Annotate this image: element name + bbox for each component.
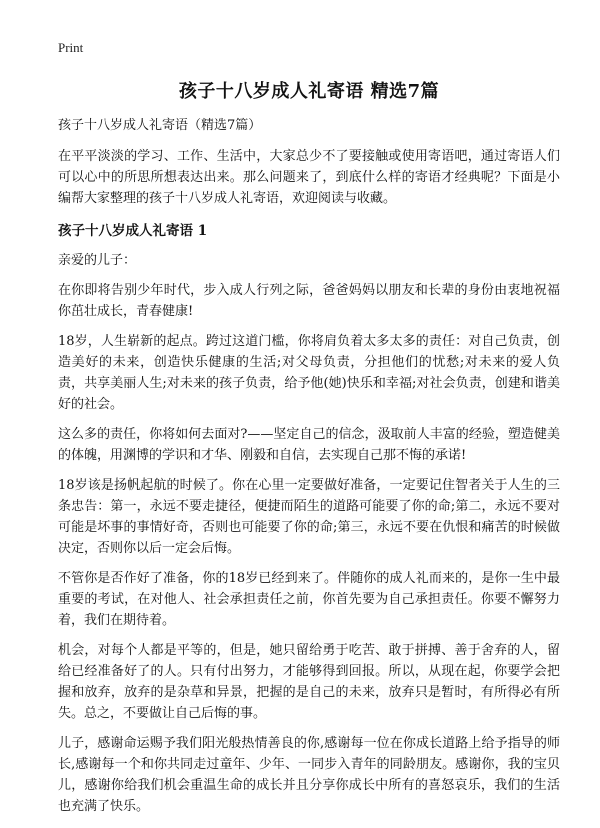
page-title: 孩子十八岁成人礼寄语 精选7篇: [178, 81, 440, 102]
paragraph: 这么多的责任，你将如何去面对?——坚定自己的信念，汲取前人丰富的经验，塑造健美的体魄，用渊博的学识和才华、刚毅和自信，去实现自己那不悔的承诺!: [58, 427, 560, 463]
print-label: Print: [58, 40, 84, 55]
paragraph: 在你即将告别少年时代，步入成人行列之际，爸爸妈妈以朋友和长辈的身份由衷地祝福你茁壮成长，青春健康!: [58, 283, 560, 319]
paragraph: 18岁，人生崭新的起点。跨过这道门槛，你将肩负着太多太多的责任：对自己负责，创造美好的未来，创造快乐健康的生活;对父母负责，分担他们的忧愁;对未来的爱人负责，共享美丽人生;对未来的孩子负责，给予他(她)快乐和幸福;对社会负责，创建和谐美好的社会。: [58, 334, 560, 412]
paragraph: 机会，对每个人都是平等的，但是，她只留给勇于吃苦、敢于拼搏、善于舍弃的人，留给已经准备好了的人。只有付出努力，才能够得到回报。所以，从现在起，你要学会把握和放弃，放弃的是杂草和异景，把握的是自己的未来，放弃只是暂时，有所得必有所失。总之，不要做让自己后悔的事。: [58, 643, 560, 721]
document-body: [58, 116, 560, 826]
paragraph-salutation: 亲爱的儿子：: [58, 253, 137, 268]
document-subtitle: 孩子十八岁成人礼寄语（精选7篇）: [58, 118, 262, 133]
paragraph: 18岁该是扬帆起航的时候了。你在心里一定要做好准备，一定要记住智者关于人生的三条忠告：第一，永远不要走捷径，便捷而陌生的道路可能要了你的命;第二，永远不要对可能是坏事的事情好奇，否则也可能要了你的命;第三，永远不要在仇恨和痛苦的时候做决定，否则你以后一定会后悔。: [58, 478, 560, 556]
paragraph: 儿子，感谢命运赐予我们阳光般热情善良的你,感谢每一位在你成长道路上给予指导的师长,感谢每一个和你共同走过童年、少年、一同步入青年的同龄朋友。感谢你，我的宝贝儿，感谢你给我们机会重温生命的成长并且分享你成长中所有的喜怒哀乐，我们的生活也充满了快乐。: [58, 736, 560, 814]
section-heading: 孩子十八岁成人礼寄语 1: [58, 223, 208, 239]
intro-paragraph: 在平平淡淡的学习、工作、生活中，大家总少不了要接触或使用寄语吧，通过寄语人们可以心中的所思所想表达出来。那么问题来了，到底什么样的寄语才经典呢？下面是小编帮大家整理的孩子十八岁成人礼寄语，欢迎阅读与收藏。: [58, 149, 560, 206]
paragraph: 不管你是否作好了准备，你的18岁已经到来了。伴随你的成人礼而来的，是你一生中最重要的考试，在对他人、社会承担责任之前，你首先要为自己承担责任。你要不懈努力着，我们在期待着。: [58, 571, 560, 628]
